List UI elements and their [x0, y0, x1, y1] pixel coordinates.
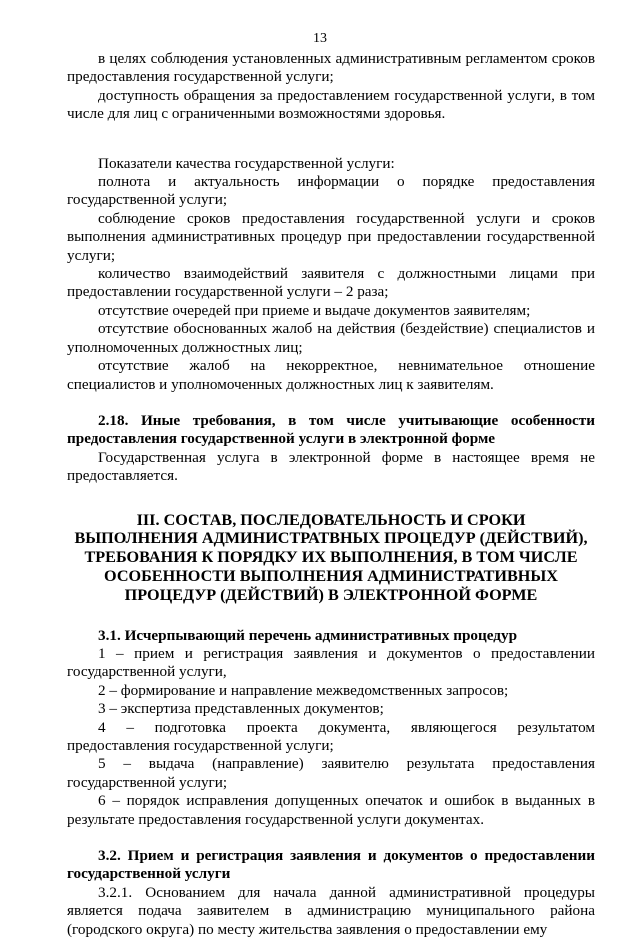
quality-item: отсутствие обоснованных жалоб на действия (бездействие) специалистов и уполномоченных должностных лиц; [67, 320, 595, 356]
quality-item: отсутствие очередей при приеме и выдаче документов заявителям; [98, 301, 531, 319]
spacer [67, 605, 595, 627]
spacer [67, 124, 595, 155]
section-3-2-heading: 3.2. Прием и регистрация заявления и документов о предоставлении государственной услуги [67, 846, 595, 883]
spacer [67, 486, 595, 511]
section-2-18-heading: 2.18. Иные требования, в том числе учитывающие особенности предоставления государственной услуги в электронной форме [67, 411, 595, 448]
paragraph-accessibility: доступность обращения за предоставлением государственной услуги, в том числе для лиц с ограниченными возможностями здоровья. [67, 86, 595, 123]
section-3-1-heading: 3.1. Исчерпывающий перечень административных процедур [98, 626, 518, 644]
procedure-item: 6 – порядок исправления допущенных опечаток и ошибок в выданных в результате предоставления государственной услуги документах. [67, 792, 595, 828]
procedure-item: 5 – выдача (направление) заявителю результата предоставления государственной услуги; [67, 755, 595, 791]
page-number: 13 [313, 31, 327, 46]
procedure-item: 2 – формирование и направление межведомственных запросов; [98, 681, 509, 699]
quality-header: Показатели качества государственной услуги: [98, 154, 395, 172]
spacer [67, 394, 595, 412]
section-2-18-text: Государственная услуга в электронной форме в настоящее время не предоставляется. [67, 448, 595, 485]
section-3-title: III. СОСТАВ, ПОСЛЕДОВАТЕЛЬНОСТЬ И СРОКИ ВЫПОЛНЕНИЯ АДМИНИСТРАТВНЫХ ПРОЦЕДУР (ДЕЙСТВИЙ), ТРЕБОВАНИЯ К ПОРЯДКУ ИХ ВЫПОЛНЕНИЯ, В ТОМ ЧИСЛЕ ОСОБЕННОСТИ ВЫПОЛНЕНИЯ АДМИНИСТРАТИВНЫХ ПРОЦЕДУР (ДЕЙСТВИЙ) В ЭЛЕКТРОННОЙ ФОРМЕ [74, 510, 588, 604]
quality-item: отсутствие жалоб на некорректное, невнимательное отношение специалистов и уполномоченных должностных лиц к заявителям. [67, 357, 595, 393]
quality-item: полнота и актуальность информации о порядке предоставления государственной услуги; [67, 173, 595, 209]
section-3-2-1-text: 3.2.1. Основанием для начала данной административной процедуры является подача заявителем в администрацию муниципального района (городского округа) по месту жительства заявления о предоставлении ему [67, 883, 595, 938]
paragraph-timeliness: в целях соблюдения установленных административным регламентом сроков предоставления государственной услуги; [67, 50, 595, 86]
quality-item: количество взаимодействий заявителя с должностными лицами при предоставлении государственной услуги – 2 раза; [67, 265, 595, 301]
procedure-item: 3 – экспертиза представленных документов; [98, 700, 384, 718]
procedure-item: 4 – подготовка проекта документа, являющегося результатом предоставления государственной услуги; [67, 718, 595, 754]
quality-item: соблюдение сроков предоставления государственной услуги и сроков выполнения административных процедур при предоставлении государственной услуги; [67, 209, 595, 264]
procedure-item: 1 – прием и регистрация заявления и документов о предоставлении государственной услуги, [67, 644, 595, 681]
spacer [67, 829, 595, 847]
document-body [67, 50, 595, 939]
